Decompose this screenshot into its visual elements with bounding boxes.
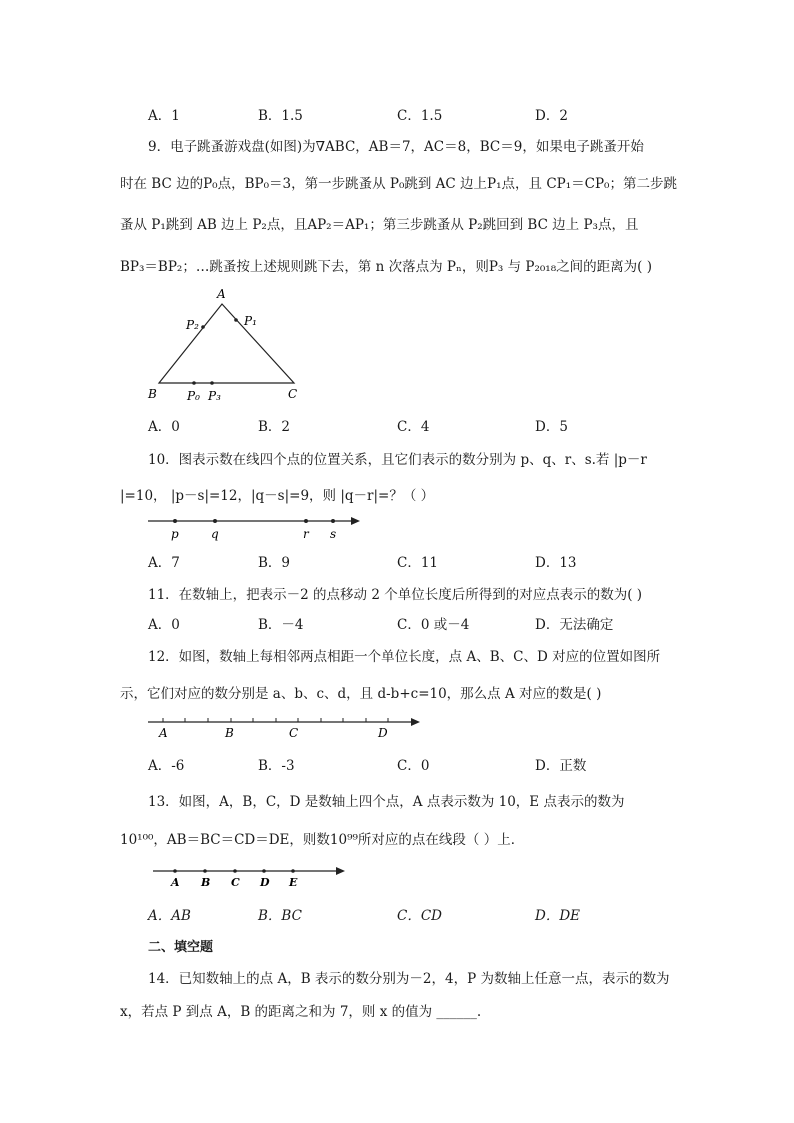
label-s: s: [330, 527, 337, 541]
q8-option-b[interactable]: B．1.5: [258, 108, 303, 124]
q13-option-a[interactable]: A．AB: [148, 908, 191, 924]
label-e: E: [289, 876, 298, 889]
section-title: 二、填空题: [148, 940, 214, 955]
label-a: A: [159, 726, 168, 740]
label-b: B: [148, 387, 157, 401]
q13-option-c[interactable]: C．CD: [397, 908, 442, 924]
q9-text-line3: 蚤从 P₁跳到 AB 边上 P₂点，且AP₂＝AP₁；第三步跳蚤从 P₂跳回到 BC 边上 P₃点，且: [120, 217, 639, 233]
label-b: B: [225, 726, 234, 740]
q12-options: [0, 754, 794, 774]
label-d: D: [378, 726, 388, 740]
q12-option-d[interactable]: D．正数: [535, 758, 587, 774]
q13-option-d[interactable]: D．DE: [535, 908, 581, 924]
q13-options: [0, 904, 794, 924]
point-p2: [201, 325, 205, 329]
label-c: C: [288, 387, 298, 401]
q10-number-line: [140, 510, 370, 544]
point-d: [262, 869, 266, 873]
q13-text-line2: 10¹⁰⁰，AB＝BC＝CD＝DE，则数10⁹⁹所对应的点在线段（ ）上．: [120, 832, 525, 848]
q12-option-c[interactable]: C．0: [397, 758, 430, 774]
q9-option-c[interactable]: C．4: [397, 419, 430, 435]
label-d: D: [260, 876, 270, 889]
q10-option-c[interactable]: C．11: [397, 555, 439, 571]
q10-option-d[interactable]: D．13: [535, 555, 577, 571]
q11-option-b[interactable]: B．－4: [258, 617, 304, 633]
q11-options: [0, 613, 794, 633]
q12-text-line1: 12．如图，数轴上每相邻两点相距一个单位长度，点 A、B、C、D 对应的位置如图所: [148, 649, 661, 665]
point-s: [331, 519, 335, 523]
q11-option-d[interactable]: D．无法确定: [535, 617, 614, 633]
q8-option-d[interactable]: D．2: [535, 108, 568, 124]
label-c: C: [289, 726, 299, 740]
arrow-icon: [411, 718, 420, 726]
q12-option-a[interactable]: A．-6: [148, 758, 185, 774]
label-p2: P₂: [186, 318, 199, 332]
q13-option-b[interactable]: B．BC: [258, 908, 302, 924]
q14-text-line1: 14．已知数轴上的点 A，B 表示的数分别为－2，4，P 为数轴上任意一点，表示的数为: [148, 971, 670, 987]
q10-text-line2: |=10， |p－s|=12，|q－s|=9，则 |q－r|=？（ ）: [120, 488, 435, 504]
q9-text-line4: BP₃＝BP₂；…跳蚤按上述规则跳下去，第 n 次落点为 Pₙ，则P₃ 与 P₂₀₁₈之间的距离为( ): [120, 259, 652, 275]
label-a: A: [171, 876, 180, 889]
point-a: [173, 869, 177, 873]
point-b: [203, 869, 207, 873]
q10-text-line1: 10．图表示数在线四个点的位置关系，且它们表示的数分别为 p、q、r、s.若 |p－r: [148, 452, 647, 468]
point-r: [304, 519, 308, 523]
point-e: [291, 869, 295, 873]
label-p: p: [171, 527, 179, 541]
q9-text-line2: 时在 BC 边的P₀点，BP₀＝3，第一步跳蚤从 P₀跳到 AC 边上P₁点，且 CP₁＝CP₀；第二步跳: [120, 176, 677, 192]
q10-option-b[interactable]: B．9: [258, 555, 291, 571]
arrow-icon: [351, 517, 360, 525]
triangle-abc: [159, 304, 294, 383]
q10-option-a[interactable]: A．7: [148, 555, 180, 571]
q9-options: [0, 415, 794, 435]
label-a: A: [217, 287, 226, 301]
q9-triangle-figure: [140, 284, 320, 408]
point-p1: [234, 318, 238, 322]
q12-text-line2: 示，它们对应的数分别是 a、b、c、d，且 d-b+c=10，那么点 A 对应的数是( ): [120, 686, 602, 702]
label-c: C: [231, 876, 240, 889]
label-p0: P₀: [187, 389, 200, 403]
q13-text-line1: 13．如图，A，B，C，D 是数轴上四个点，A 点表示数为 10，E 点表示的数为: [148, 794, 625, 810]
q9-option-d[interactable]: D．5: [535, 419, 568, 435]
q12-number-line: [140, 712, 430, 744]
point-p0: [192, 381, 196, 385]
point-c: [233, 869, 237, 873]
point-p: [173, 519, 177, 523]
q9-option-a[interactable]: A．0: [148, 419, 180, 435]
q9-option-b[interactable]: B．2: [258, 419, 291, 435]
label-r: r: [303, 527, 309, 541]
label-p1: P₁: [244, 314, 257, 328]
q8-option-a[interactable]: A．1: [148, 108, 180, 124]
q14-text-line2[interactable]: x，若点 P 到点 A，B 的距离之和为 7，则 x 的值为 ______.: [120, 1004, 482, 1020]
q9-text-line1: 9．电子跳蚤游戏盘(如图)为∇ABC，AB＝7，AC＝8，BC＝9，如果电子跳蚤开始: [148, 139, 644, 155]
q12-option-b[interactable]: B．-3: [258, 758, 295, 774]
point-q: [213, 519, 217, 523]
label-b: B: [201, 876, 211, 889]
label-p3: P₃: [208, 389, 221, 403]
q13-number-line: [145, 862, 355, 892]
q8-options: [0, 104, 794, 124]
label-q: q: [211, 527, 219, 541]
arrow-icon: [336, 867, 345, 875]
q11-option-a[interactable]: A．0: [148, 617, 180, 633]
q10-options: [0, 551, 794, 571]
q11-option-c[interactable]: C．0 或－4: [397, 617, 470, 633]
q8-option-c[interactable]: C．1.5: [397, 108, 443, 124]
point-p3: [210, 381, 214, 385]
q11-text-line1: 11．在数轴上，把表示－2 的点移动 2 个单位长度后所得到的对应点表示的数为( ): [148, 587, 643, 603]
